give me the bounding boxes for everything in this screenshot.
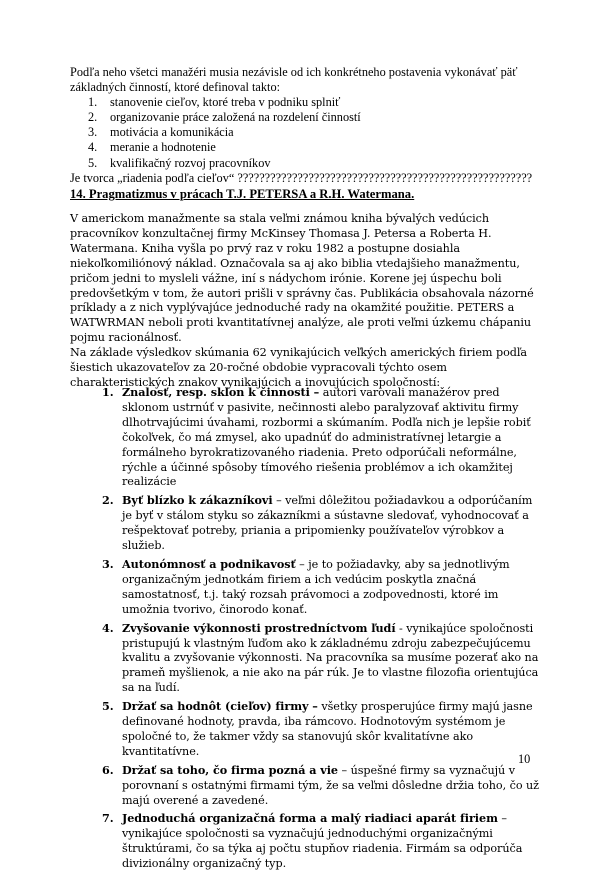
factor-text: – úspešné firmy sa vyznačujú v porovnaní s ostatnými firmami tým, že sa veľmi dôsledne držia toho, čo už majú overené a zavedené. — [122, 763, 540, 807]
section-heading: 14. Pragmatizmus v prácach T.J. PETERSA a R.H. Watermana. — [70, 187, 415, 201]
factor-title: Znalosť, resp. sklon k činnosti – — [122, 385, 320, 399]
intro-closing: Je tvorca „riadenia podľa cieľov“ ?????????????????????????????????????????????????????? — [70, 170, 533, 185]
factor-number: 2. — [102, 493, 114, 508]
item-number: 2. — [88, 110, 98, 125]
factors-list — [102, 385, 542, 875]
factor-item — [102, 620, 542, 697]
factor-title: Byť blízko k zákazníkovi — [122, 493, 273, 508]
factor-title: Držať sa toho, čo firma pozná a vie — [122, 762, 339, 777]
item-number: 5. — [88, 155, 98, 170]
section-body — [70, 212, 540, 391]
factor-text: - vynikajúce spoločnosti pristupujú k vlastným ľuďom ako k základnému zdroju zabezpečujúcemu kvalitu a zvyšovanie výkonnosti. Na pracovníka sa musíme pozerať ako na prameň myšlienok, a nie ako na pár rúk. Je to vlastne filozofia orientujúca sa na ľudí. — [122, 621, 539, 695]
item-text: meranie a hodnotenie — [110, 140, 216, 155]
factor-item — [102, 811, 542, 872]
item-number: 4. — [88, 140, 98, 155]
factor-text: – je to požiadavky, aby sa jednotlivým organizačným jednotkám firiem a ich vedúcim poskytla značná samostatnosť, t.j. taký rozsah právomoci a zodpovednosti, ktoré im umožnia tvorivo, činorodo konať. — [122, 557, 510, 616]
item-number: 3. — [88, 125, 98, 140]
list-item — [70, 140, 540, 155]
factor-number: 1. — [102, 385, 114, 399]
factor-text: autori varovali manažérov pred sklonom ustrnúť v pasivite, nečinnosti alebo paralyzovať aktivitu firmy dlhotrvajúcimi úvahami, rozbormi a skúmaním. Podľa nich je lepšie robiť čokoľvek, čo má zmysel, ako upadnúť do administratívnej letargie a formálneho byrokratizovaného riadenia. Preto odporúčali neformálne, rýchle a účinné spôsoby tímového riešenia problémov a ich okamžitej realizácie — [122, 386, 531, 489]
list-item — [70, 95, 540, 110]
list-item — [70, 156, 540, 171]
factor-item — [102, 556, 542, 618]
factor-item — [102, 762, 542, 809]
factor-title: Autonómnosť a podnikavosť — [122, 556, 296, 571]
factor-title: Zvyšovanie výkonnosti prostredníctvom ľudí — [122, 620, 396, 635]
page-number: 10 — [518, 752, 531, 766]
paragraph-1: V americkom manažmente sa stala veľmi známou kniha bývalých vedúcich pracovníkov konzultačnej firmy McKinsey Thomasa J. Petersa a Roberta H. Watermana. Kniha vyšla po prvý raz v roku 1982 a postupne dosiahla niekoľkomiliónový náklad. Označovala sa aj ako biblia vtedajšieho manažmentu, pričom jedni to mysleli vážne, iní s nádychom irónie. Korene jej úspechu boli predovšetkým v tom, že autori prišli v správny čas. Publikácia obsahovala názorné príklady a z nich vyplývajúce jednoduché rady na okamžité použitie. PETERS a WATWRMAN neboli proti kvantitatívnej analýze, ale proti veľmi úzkemu chápaniu pojmu racionálnosť. — [70, 212, 534, 345]
factor-number: 4. — [102, 620, 114, 635]
factor-title: Jednoduchá organizačná forma a malý riadiaci aparát firiem — [122, 811, 498, 826]
factor-item — [102, 699, 542, 760]
factor-item — [102, 385, 542, 490]
factor-number: 3. — [102, 556, 114, 571]
factor-text: – vynikajúce spoločnosti sa vyznačujú jednoduchými organizačnými štruktúrami, čo sa týka aj počtu stupňov riadenia. Firmám sa odporúča divizionálny organizačný typ. — [122, 812, 523, 871]
factor-number: 7. — [102, 811, 114, 826]
list-item — [70, 110, 540, 125]
item-text: kvalifikačný rozvoj pracovníkov — [110, 155, 271, 170]
factor-title: Držať sa hodnôt (cieľov) firmy – — [122, 699, 318, 714]
factor-number: 6. — [102, 762, 114, 777]
factor-text: – veľmi dôležitou požiadavkou a odporúčaním je byť v stálom styku so zákazníkmi a sústavne sledovať, vyhodnocovať a rešpektovať potreby, priania a pripomienky používateľov výrobkov a služieb. — [122, 494, 533, 553]
item-text: stanovenie cieľov, ktoré treba v podniku splniť — [110, 95, 341, 110]
intro-lead: Podľa neho všetci manažéri musia nezávisle od ich konkrétneho postavenia vykonávať päť základných činností, ktoré definoval takto: — [70, 65, 518, 95]
paragraph-2: Na základe výsledkov skúmania 62 vynikajúcich veľkých amerických firiem podľa šiestich ukazovateľov za 20-ročné obdobie vypracovali týchto osem charakteristických znakov vynikajúcich a inovujúcich spoločností: — [70, 346, 528, 389]
intro-block — [70, 65, 540, 186]
activities-list — [70, 95, 540, 170]
item-text: organizovanie práce založená na rozdelení činností — [110, 110, 361, 125]
factor-item — [102, 493, 542, 554]
item-text: motivácia a komunikácia — [110, 125, 234, 140]
list-item — [70, 125, 540, 140]
factor-number: 5. — [102, 699, 114, 714]
factor-text: všetky prosperujúce firmy majú jasne definované hodnoty, pravda, iba rámcovo. Hodnotovým systémom je spoločné to, že takmer vždy sa stanovujú skôr kvalitatívne ako kvantitatívne. — [122, 700, 533, 758]
item-number: 1. — [88, 95, 98, 110]
